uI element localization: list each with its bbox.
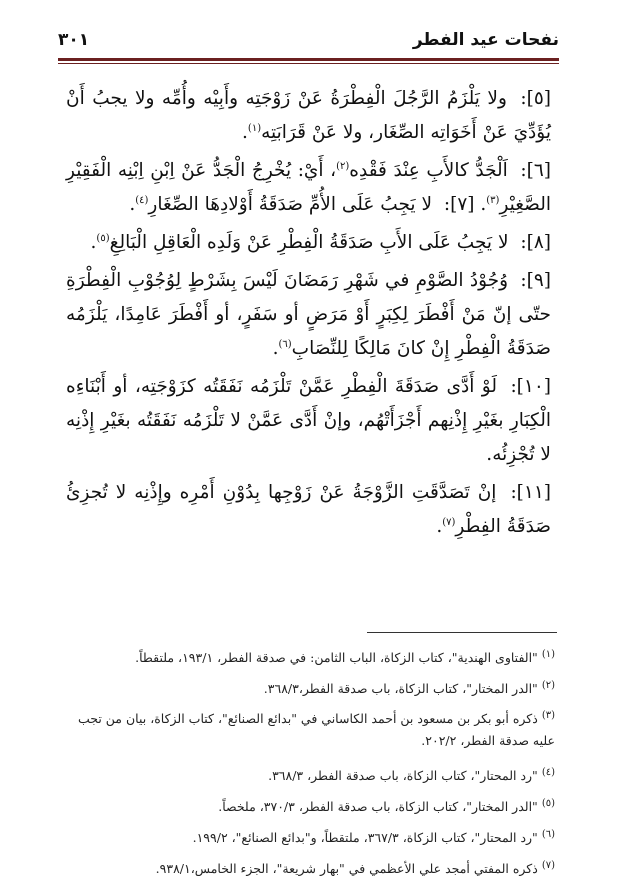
- footnote-ref[interactable]: (٣): [486, 194, 500, 206]
- footnote-4: [62, 760, 555, 791]
- footnote-mark: (٥): [541, 797, 555, 809]
- running-title: نفحات عيد الفطر: [412, 30, 559, 50]
- paragraph-text: لا يَجِبُ عَلَى الأُمِّ صَدَقَةُ أَوْلادِهَا الصِّغَارِ: [148, 194, 432, 215]
- paragraph-text-cont: ، أَيْ: يُخْرِجُ الْجَدُّ عَنْ اِبْنِ اِبْنِه الْفَقِيْرِ الصَّغِيْرِ: [66, 160, 551, 215]
- footnote-mark: (٣): [541, 709, 555, 721]
- paragraph-tail: .: [129, 194, 136, 215]
- footnote-text: "الدر المختار"، كتاب الزكاة، باب صدقة الفطر،٣٦٨/٣.: [263, 681, 538, 696]
- footnote-ref[interactable]: (٥): [96, 232, 110, 244]
- page-number: ٣٠١: [58, 30, 90, 50]
- page-header: [58, 30, 559, 54]
- footnote-5: [62, 791, 555, 822]
- footnote-text: "الدر المختار"، كتاب الزكاة، باب صدقة الفطر، ٣٧٠/٣، ملخصاً.: [218, 799, 538, 814]
- paragraph-tail: .: [436, 516, 443, 537]
- paragraph-number: [٥]:: [520, 88, 551, 109]
- paragraph-text: لا يَجِبُ عَلَى الأَبِ صَدَقَةُ الْفِطْرِ عَنْ وَلَدِه الْعَاقِلِ الْبَالِغِ: [109, 232, 509, 253]
- footnote-6: [62, 822, 555, 853]
- header-rule-thick: [58, 58, 559, 61]
- footnote-ref[interactable]: (٧): [442, 516, 456, 528]
- paragraph-10: [66, 370, 551, 472]
- footnote-ref[interactable]: (٦): [278, 338, 292, 350]
- footnote-mark: (٦): [541, 828, 555, 840]
- paragraph-9: [66, 264, 551, 366]
- footnote-3: [62, 708, 555, 752]
- header-rule-thin: [58, 63, 559, 64]
- paragraph-text: وُجُوْدُ الصَّوْمِ في شَهْرِ رَمَضَانَ لَيْسَ بِشَرْطٍ لِوُجُوْبِ الْفِطْرَةِ حتّى إنّ مَنْ أَفْطَرَ لِكِبَرٍ أَوْ مَرَضٍ أو سَفَرٍ، أو أَفْطَرَ عَامِدًا، يَلْزَمُه صَدَقَةُ الْفِطْرِ إِنْ كانَ مَالِكًا لِلنِّصَابِ: [66, 270, 551, 359]
- paragraph-tail: .: [90, 232, 97, 253]
- footnote-7: [62, 853, 555, 884]
- footnote-mark: (١): [541, 648, 555, 660]
- paragraph-text: إنْ تَصَدَّقَتِ الزَّوْجَةُ عَنْ زَوْجِها بِدُوْنِ أَمْرِه وإِذْنِه لا تُجزِئُ صَدَقَةُ الفِطْرِ: [66, 482, 551, 537]
- footnote-1: [62, 642, 555, 673]
- paragraph-text: ولا يَلْزَمُ الرَّجُلَ الْفِطْرَةُ عَنْ زَوْجَتِه وأَبِيْه وأُمِّه ولا يجبُ أَنْ يُؤَدِّيَ عَنْ أَخَوَاتِه الصِّغَار، ولا عَنْ قَرَابَتِه: [66, 88, 551, 143]
- footnotes: [62, 642, 555, 884]
- footnote-ref[interactable]: (٢): [336, 160, 350, 172]
- paragraph-tail: .: [272, 338, 279, 359]
- footnote-text: ذكره المفتي أمجد علي الأعظمي في "بهار شريعة"، الجزء الخامس،٩٣٨/١.: [155, 861, 538, 876]
- paragraph-6: [٦]: اَلْجَدُّ كالأَبِ عِنْدَ فَقْدِه$^{(٢)}$، أَيْ: يُخْرِجُ الْجَدُّ عَنْ اِبْنِ اِبْنِه الْفَقِيْرِ الصَّغِيْرِ$^{(٣)}$. [٧]: لا يَجِبُ عَلَى الأُمِّ صَدَقَةُ أَوْلادِهَا الصِّغَارِ$^{(٤)}$.: [66, 160, 551, 215]
- paragraph-number: [١٠]:: [510, 376, 551, 397]
- paragraph-8: [66, 226, 551, 260]
- footnote-separator: [367, 632, 557, 633]
- paragraph-tail: .: [486, 444, 493, 465]
- footnote-text: "رد المحتار"، كتاب الزكاة، ٣٦٧/٣، ملتقطاً، و"بدائع الصنائع"، ١٩٩/٢.: [192, 830, 538, 845]
- footnote-text: "رد المحتار"، كتاب الزكاة، باب صدقة الفطر، ٣٦٨/٣.: [268, 768, 538, 783]
- footnote-mark: (٧): [541, 859, 555, 871]
- paragraph-11: [66, 476, 551, 544]
- paragraph-number: [١١]:: [510, 482, 551, 503]
- main-text: [66, 82, 551, 548]
- paragraph-number: [٩]:: [520, 270, 551, 291]
- footnote-text: ذكره أبو بكر بن مسعود بن أحمد الكاساني في "بدائع الصنائع"، كتاب الزكاة، بيان من تجب عليه صدقة الفطر، ٢٠٢/٢.: [78, 711, 555, 748]
- paragraph-number: [٦]:: [520, 160, 551, 181]
- footnote-mark: (٢): [541, 679, 555, 691]
- paragraph-text: اَلْجَدُّ كالأَبِ عِنْدَ فَقْدِه: [349, 160, 508, 181]
- footnote-ref[interactable]: (٤): [135, 194, 149, 206]
- paragraph-text: لَوْ أَدَّى صَدَقَةَ الْفِطْرِ عَمَّنْ تَلْزَمُه نَفَقَتُه كزَوْجَتِه، أو أَبْنَاءِه الْكِبَارِ بغَيْرِ إِذْنِهم أَجْزَأَتْهُم، وإنْ أَدَّى عَمَّنْ لا تَلْزَمُه نَفَقَتُه بغَيْرِ إِذْنِه لا تُجْزِئُه: [66, 376, 551, 465]
- footnote-ref[interactable]: (١): [247, 122, 262, 134]
- footnote-mark: (٤): [541, 766, 555, 778]
- paragraph-tail: .: [242, 122, 248, 143]
- paragraph-5: [66, 82, 551, 150]
- footnote-text: "الفتاوى الهندية"، كتاب الزكاة، الباب الثامن: في صدقة الفطر، ١٩٣/١، ملتقطاً.: [135, 650, 538, 665]
- footnote-2: [62, 673, 555, 704]
- paragraph-number: [٨]:: [520, 232, 551, 253]
- paragraph-number: [٧]:: [443, 194, 475, 215]
